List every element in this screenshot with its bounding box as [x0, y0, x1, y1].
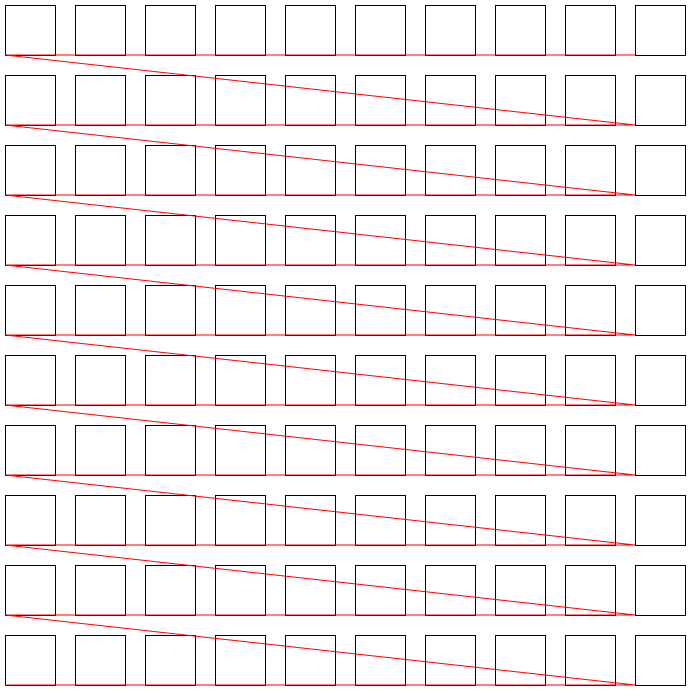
grid-cell — [6, 426, 56, 476]
grid-cell — [76, 496, 126, 546]
grid-cell — [636, 636, 686, 686]
grid-cell — [636, 426, 686, 476]
grid-cell — [426, 636, 476, 686]
grid-cell — [6, 76, 56, 126]
grid-cell — [146, 6, 196, 56]
grid-cell — [636, 146, 686, 196]
grid-cell — [566, 6, 616, 56]
grid-cell — [6, 6, 56, 56]
grid-cell — [426, 286, 476, 336]
grid-cell — [496, 356, 546, 406]
grid-cell — [426, 356, 476, 406]
grid-cell — [76, 76, 126, 126]
grid-cell — [636, 76, 686, 126]
grid-cell — [286, 286, 336, 336]
grid-cell — [356, 146, 406, 196]
grid-cell — [356, 76, 406, 126]
grid-cell — [6, 496, 56, 546]
grid-cell — [286, 636, 336, 686]
grid-cell — [146, 286, 196, 336]
grid-cell — [496, 566, 546, 616]
grid-cell — [636, 566, 686, 616]
grid-cell — [636, 286, 686, 336]
grid-cell — [356, 566, 406, 616]
cell-grid — [6, 6, 686, 686]
grid-cell — [6, 636, 56, 686]
grid-cell — [636, 356, 686, 406]
grid-cell — [356, 216, 406, 266]
grid-cell — [76, 146, 126, 196]
grid-cell — [76, 426, 126, 476]
grid-cell — [356, 286, 406, 336]
grid-cell — [426, 216, 476, 266]
grid-cell — [426, 496, 476, 546]
grid-cell — [76, 216, 126, 266]
grid-cell — [76, 6, 126, 56]
grid-cell — [146, 356, 196, 406]
grid-cell — [356, 6, 406, 56]
grid-cell — [356, 636, 406, 686]
grid-cell — [496, 636, 546, 686]
grid-cell — [6, 356, 56, 406]
grid-cell — [146, 636, 196, 686]
grid-cell — [146, 566, 196, 616]
grid-cell — [146, 76, 196, 126]
grid-cell — [146, 426, 196, 476]
grid-cell — [216, 6, 266, 56]
grid-cell — [356, 496, 406, 546]
grid-cell — [286, 356, 336, 406]
grid-cell — [496, 76, 546, 126]
grid-cell — [426, 76, 476, 126]
grid-cell — [636, 496, 686, 546]
grid-cell — [76, 636, 126, 686]
grid-cell — [496, 426, 546, 476]
grid-cell — [146, 216, 196, 266]
grid-cell — [356, 426, 406, 476]
grid-cell — [496, 496, 546, 546]
grid-cell — [496, 146, 546, 196]
grid-cell — [76, 356, 126, 406]
grid-cell — [286, 76, 336, 126]
grid-cell — [6, 566, 56, 616]
grid-cell — [6, 216, 56, 266]
grid-cell — [636, 6, 686, 56]
grid-cell — [286, 216, 336, 266]
grid-cell — [76, 566, 126, 616]
grid-cell — [636, 216, 686, 266]
grid-cell — [286, 426, 336, 476]
grid-cell — [76, 286, 126, 336]
grid-cell — [426, 146, 476, 196]
grid-cell — [426, 426, 476, 476]
grid-cell — [286, 6, 336, 56]
grid-cell — [496, 216, 546, 266]
grid-cell — [146, 496, 196, 546]
grid-cell — [496, 286, 546, 336]
grid-cell — [286, 496, 336, 546]
grid-cell — [426, 6, 476, 56]
grid-cell — [426, 566, 476, 616]
grid-cell — [286, 146, 336, 196]
grid-cell — [356, 356, 406, 406]
grid-cell — [496, 6, 546, 56]
grid-cell — [286, 566, 336, 616]
grid-cell — [6, 286, 56, 336]
grid-cell — [6, 146, 56, 196]
grid-cell — [146, 146, 196, 196]
